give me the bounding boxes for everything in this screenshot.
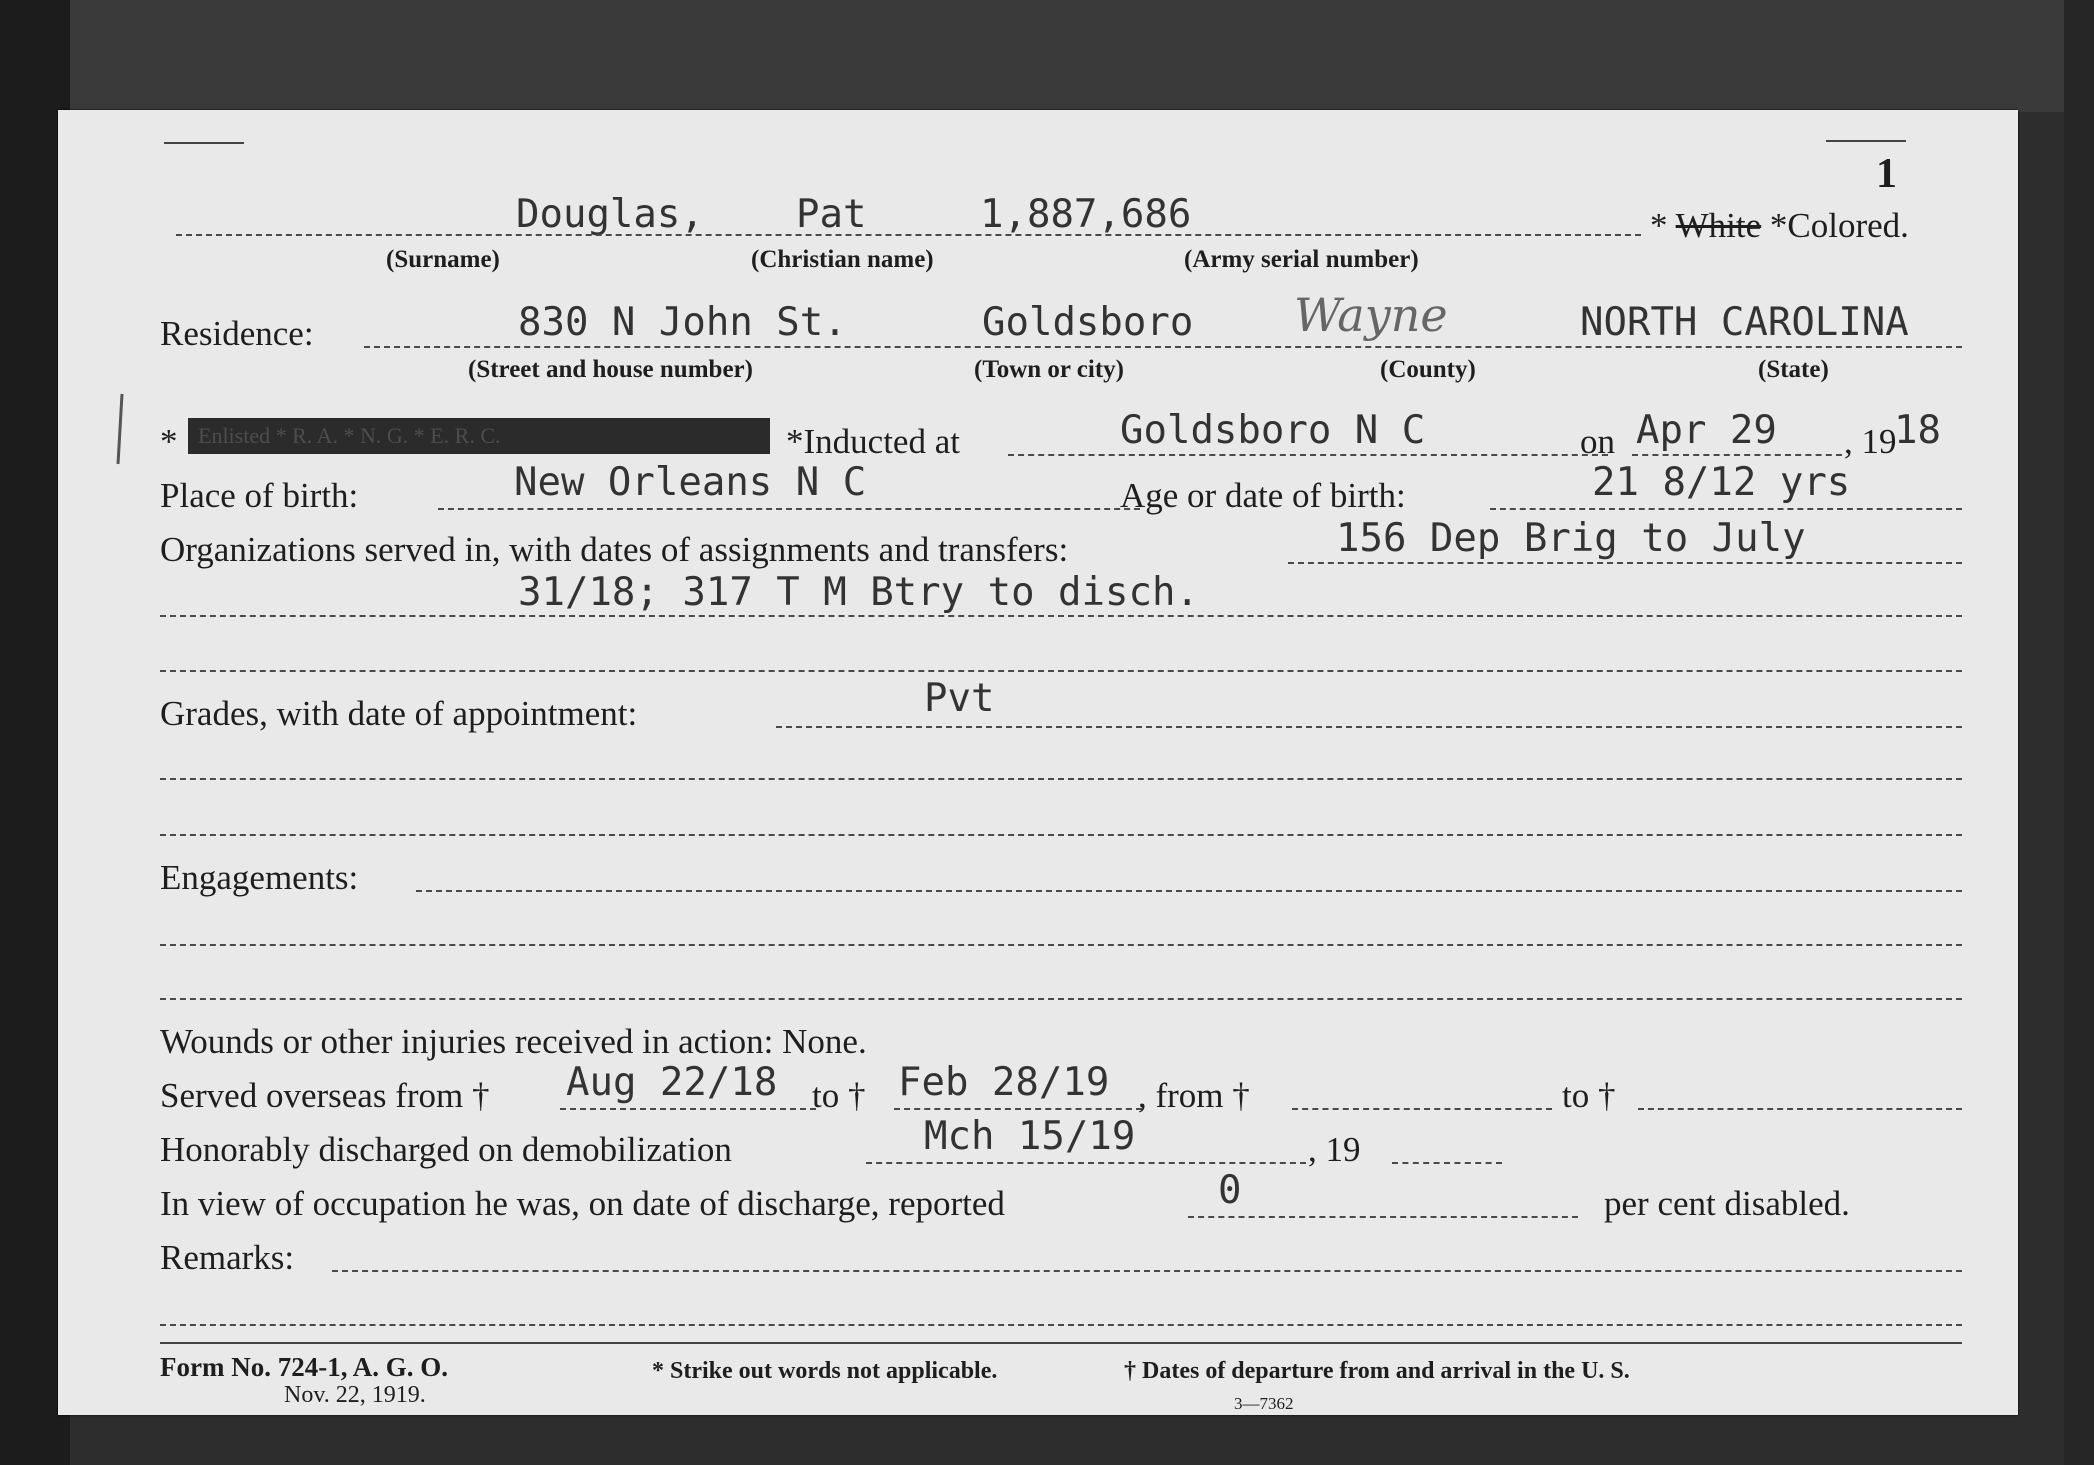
on-label: on <box>1580 422 1615 461</box>
race-field <box>1650 206 1909 246</box>
name-line <box>176 234 1641 236</box>
place-of-birth-value: New Orleans N C <box>514 460 867 505</box>
residence-label: Residence: <box>160 314 314 353</box>
place-of-birth-label: Place of birth: <box>160 476 359 515</box>
discharge-label: Honorably discharged on demobilization <box>160 1130 732 1169</box>
organizations-label: Organizations served in, with dates of assignments and transfers: <box>160 530 1069 569</box>
corner-rule-right <box>1826 140 1906 142</box>
residence-county-value: Wayne <box>1294 288 1448 342</box>
residence-state-value: NORTH CAROLINA <box>1580 300 1909 345</box>
redacted-enlistment-text: Enlisted * R. A. * N. G. * E. R. C. <box>198 423 501 448</box>
grades-line-2 <box>160 778 1962 780</box>
engagements-label: Engagements: <box>160 858 359 897</box>
engagements-line-1 <box>416 890 1962 892</box>
residence-town-value: Goldsboro <box>982 300 1194 345</box>
place-of-birth-line <box>438 508 1140 510</box>
footer-note-strike-out: * Strike out words not applicable. <box>652 1358 998 1384</box>
engagements-line-3 <box>160 998 1962 1000</box>
remarks-label: Remarks: <box>160 1238 295 1277</box>
organizations-line-2 <box>160 615 1962 617</box>
served-overseas-label: Served overseas from † <box>160 1076 490 1115</box>
residence-street-value: 830 N John St. <box>518 300 847 345</box>
organizations-line-1 <box>1288 562 1962 564</box>
remarks-line-1 <box>332 1270 1962 1272</box>
scan-background-right <box>2064 0 2094 1465</box>
inducted-label: *Inducted at <box>786 422 960 461</box>
overseas-departure-line <box>560 1108 816 1110</box>
overseas-departure2-line <box>1292 1108 1552 1110</box>
induction-date-value: Apr 29 <box>1636 408 1777 453</box>
footer-rule <box>160 1342 1962 1344</box>
discharge-year-line <box>1392 1162 1502 1164</box>
induction-year-prefix: , 19 <box>1844 422 1897 461</box>
race-star-2: * <box>1769 206 1788 245</box>
overseas-departure-value: Aug 22/18 <box>566 1060 778 1105</box>
state-caption: (State) <box>1758 356 1829 383</box>
induction-date-line <box>1632 454 1842 456</box>
overseas-to2-label: to † <box>1562 1076 1616 1115</box>
disability-line <box>1188 1216 1578 1218</box>
discharge-year-label: , 19 <box>1308 1130 1361 1169</box>
organizations-value-line1: 156 Dep Brig to July <box>1336 516 1806 561</box>
wounds-label: Wounds or other injuries received in action: None. <box>160 1022 867 1061</box>
town-caption: (Town or city) <box>974 356 1124 383</box>
grades-line-1 <box>776 726 1962 728</box>
race-white-struck: White <box>1675 206 1762 245</box>
remarks-line-2 <box>160 1324 1962 1326</box>
overseas-return2-line <box>1638 1108 1962 1110</box>
christian-name-value: Pat <box>796 192 867 237</box>
checkmark-icon <box>108 390 138 470</box>
overseas-from2-label: , from † <box>1138 1076 1250 1115</box>
enlisted-star: * <box>160 422 178 461</box>
grades-label: Grades, with date of appointment: <box>160 694 638 733</box>
engagements-line-2 <box>160 944 1962 946</box>
organizations-line-3 <box>160 670 1962 672</box>
discharge-date-value: Mch 15/19 <box>924 1114 1136 1159</box>
organizations-value-line2: 31/18; 317 T M Btry to disch. <box>518 570 1199 615</box>
serial-number-caption: (Army serial number) <box>1184 246 1419 273</box>
form-number: Form No. 724-1, A. G. O. <box>160 1352 448 1382</box>
christian-name-caption: (Christian name) <box>751 246 934 273</box>
race-star-1: * <box>1650 206 1668 245</box>
print-code: 3—7362 <box>1234 1394 1294 1413</box>
age-line <box>1490 508 1962 510</box>
serial-number-value: 1,887,686 <box>980 192 1192 237</box>
footer-note-dates: † Dates of departure from and arrival in the U. S. <box>1124 1358 1630 1384</box>
disability-label: In view of occupation he was, on date of discharge, reported <box>160 1184 1005 1223</box>
grades-value: Pvt <box>924 676 995 721</box>
street-caption: (Street and house number) <box>468 356 753 383</box>
age-label: Age or date of birth: <box>1120 476 1406 515</box>
surname-value: Douglas, <box>516 192 704 237</box>
surname-caption: (Surname) <box>386 246 500 273</box>
residence-line <box>364 346 1962 348</box>
service-record-card <box>58 110 2018 1415</box>
county-caption: (County) <box>1380 356 1476 383</box>
inducted-place-value: Goldsboro N C <box>1120 408 1426 453</box>
overseas-return-line <box>894 1108 1142 1110</box>
form-date: Nov. 22, 1919. <box>284 1382 426 1408</box>
overseas-to-label: to † <box>812 1076 866 1115</box>
race-colored: Colored. <box>1787 206 1909 245</box>
overseas-return-value: Feb 28/19 <box>898 1060 1110 1105</box>
disability-suffix: per cent disabled. <box>1604 1184 1850 1223</box>
card-number: 1 <box>1876 151 1897 197</box>
corner-rule-left <box>164 142 244 144</box>
induction-year-value: 18 <box>1894 408 1941 453</box>
disability-value: 0 <box>1218 1168 1242 1213</box>
inducted-line <box>1008 454 1608 456</box>
grades-line-3 <box>160 834 1962 836</box>
age-value: 21 8/12 yrs <box>1592 460 1851 505</box>
scan-background-top <box>0 0 2094 112</box>
discharge-date-line <box>866 1162 1306 1164</box>
